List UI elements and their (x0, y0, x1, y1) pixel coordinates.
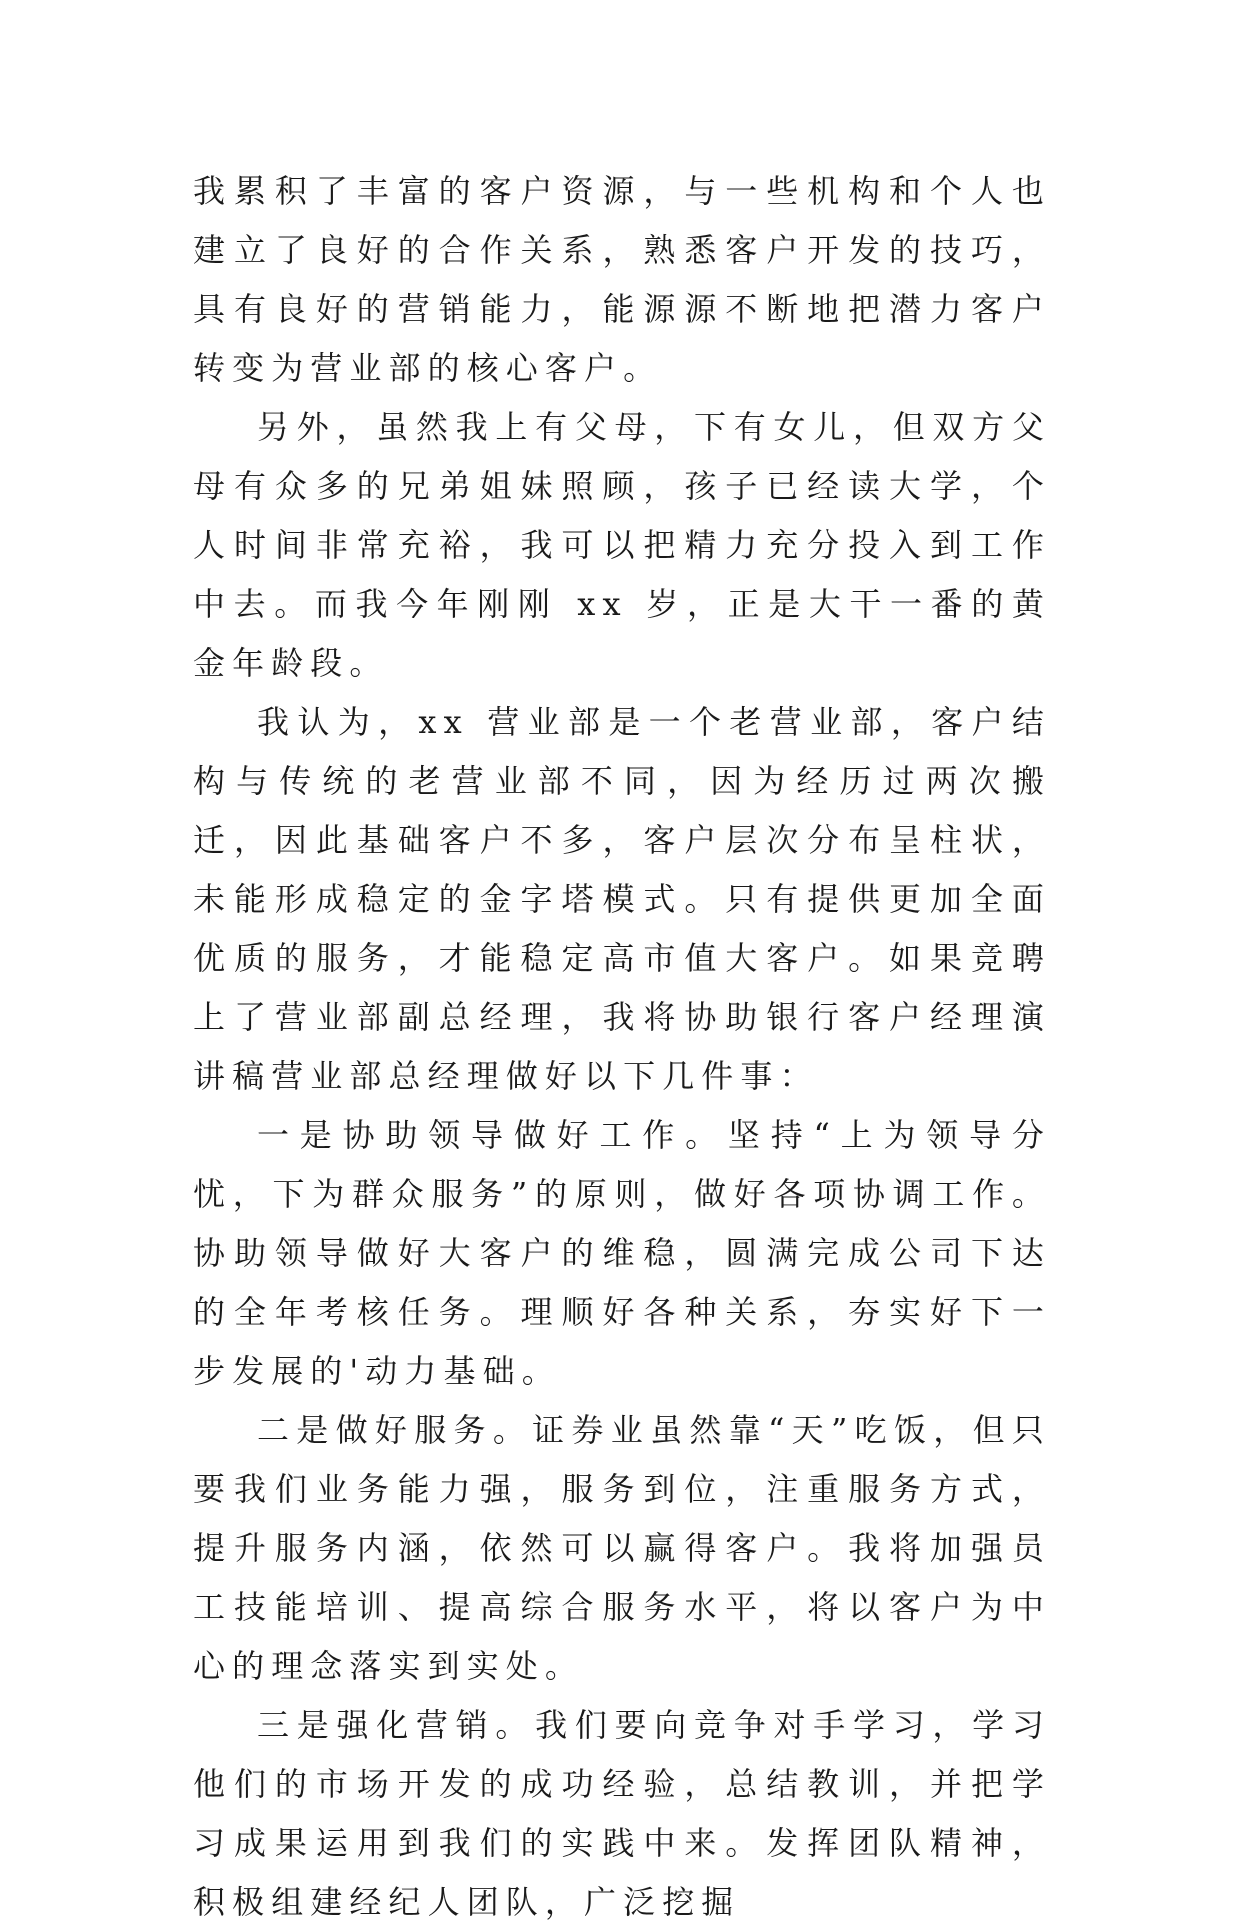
paragraph-personal-situation: 另外，虽然我上有父母，下有女儿，但双方父母有众多的兄弟姐妹照顾，孩子已经读大学，个人时间非常充裕，我可以把精力充分投入到工作中去。而我今年刚刚 xx 岁，正是大干一番的黄金年龄段。 (193, 408, 1051, 682)
paragraph-improve-service: 二是做好服务。证券业虽然靠“天”吃饭，但只要我们业务能力强，服务到位，注重服务方式，提升服务内涵，依然可以赢得客户。我将加强员工技能培训、提高综合服务水平，将以客户为中心的理念落实到实处。 (193, 1411, 1051, 1685)
paragraph-strengthen-marketing: 三是强化营销。我们要向竞争对手学习，学习他们的市场开发的成功经验，总结教训，并把学习成果运用到我们的实践中来。发挥团队精神，积极组建经纪人团队，广泛挖掘 (193, 1706, 1051, 1921)
paragraph-branch-analysis: 我认为，xx 营业部是一个老营业部，客户结构与传统的老营业部不同，因为经历过两次搬迁，因此基础客户不多，客户层次分布呈柱状，未能形成稳定的金字塔模式。只有提供更加全面优质的服务，才能稳定高市值大客户。如果竞聘上了营业部副总经理，我将协助银行客户经理演讲稿营业部总经理做好以下几件事： (193, 703, 1051, 1095)
paragraph-assist-leadership: 一是协助领导做好工作。坚持“上为领导分忧，下为群众服务”的原则，做好各项协调工作。协助领导做好大客户的维稳，圆满完成公司下达的全年考核任务。理顺好各种关系，夯实好下一步发展的'动力基础。 (193, 1116, 1051, 1390)
document-body (193, 162, 1051, 1932)
paragraph-client-resources: 我累积了丰富的客户资源，与一些机构和个人也建立了良好的合作关系，熟悉客户开发的技巧，具有良好的营销能力，能源源不断地把潜力客户转变为营业部的核心客户。 (193, 172, 1051, 387)
